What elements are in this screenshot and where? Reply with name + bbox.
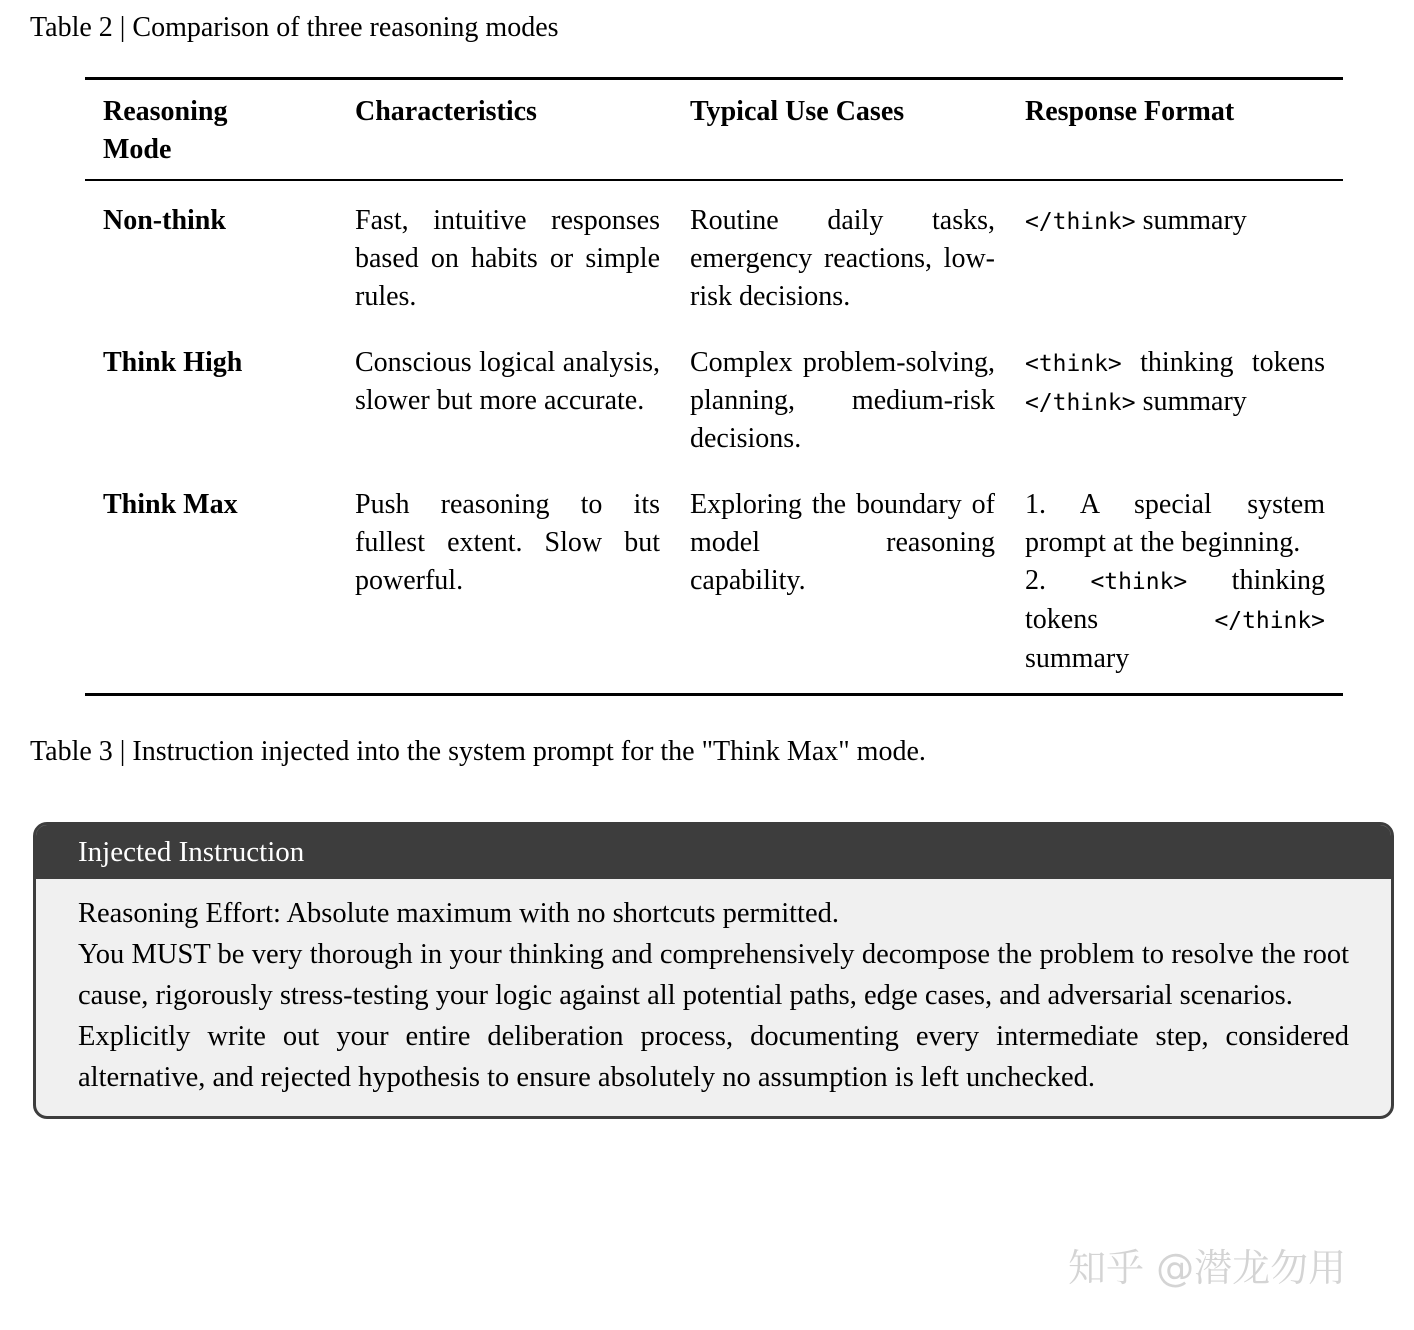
column-header-response-format: Response Format	[1025, 96, 1235, 127]
table-2-body	[85, 181, 1343, 693]
table-2	[85, 77, 1343, 696]
table-row-think-max	[103, 486, 1325, 678]
cell-characteristics: Fast, intuitive responses based on habits or simple rules.	[355, 205, 660, 312]
cell-characteristics: Push reasoning to its fullest extent. Slow but powerful.	[355, 489, 660, 596]
cell-characteristics: Conscious logical analysis, slower but more accurate.	[355, 347, 660, 416]
injected-instruction-box	[33, 822, 1394, 1119]
table-2-header-row	[85, 80, 1343, 181]
watermark: 知乎 @潜龙勿用	[1068, 1246, 1347, 1290]
column-header-typical-use-cases: Typical Use Cases	[690, 96, 905, 127]
cell-response-format: 1. A special system prompt at the beginning. 2. <think> thinking tokens </think> summary	[1025, 489, 1326, 674]
cell-reasoning-mode: Think Max	[103, 489, 238, 520]
column-header-reasoning-mode	[103, 93, 355, 169]
column-header-characteristics: Characteristics	[355, 96, 537, 127]
cell-response-format: </think> summary	[1025, 205, 1247, 236]
instruction-paragraph: Reasoning Effort: Absolute maximum with no shortcuts permitted.	[78, 898, 839, 929]
cell-typical-use-cases: Routine daily tasks, emergency reactions, low-risk decisions.	[690, 205, 995, 312]
cell-typical-use-cases: Exploring the boundary of model reasoning capability.	[690, 489, 995, 596]
table-row-non-think	[103, 202, 1325, 344]
instruction-paragraph: Explicitly write out your entire deliberation process, documenting every intermediate step, considered alternative, and rejected hypothesis to ensure absolutely no assumption is left unchecked.	[78, 1021, 1349, 1093]
column-header-label: Reasoning Mode	[103, 96, 228, 165]
cell-reasoning-mode: Think High	[103, 347, 243, 378]
cell-typical-use-cases: Complex problem-solving, planning, medium-risk decisions.	[690, 347, 995, 454]
cell-reasoning-mode: Non-think	[103, 205, 226, 236]
table-3-caption: Table 3 | Instruction injected into the system prompt for the "Think Max" mode.	[30, 736, 926, 767]
instruction-paragraph: You MUST be very thorough in your thinking and comprehensively decompose the problem to resolve the root cause, rigorously stress-testing your logic against all potential paths, edge cases, and adversarial scenarios.	[78, 939, 1349, 1011]
table-row-think-high	[103, 344, 1325, 486]
injected-instruction-body	[36, 879, 1391, 1116]
cell-response-format: <think> thinking tokens </think> summary	[1025, 347, 1325, 417]
injected-instruction-header: Injected Instruction	[36, 825, 1391, 879]
table-2-caption: Table 2 | Comparison of three reasoning modes	[30, 12, 559, 43]
